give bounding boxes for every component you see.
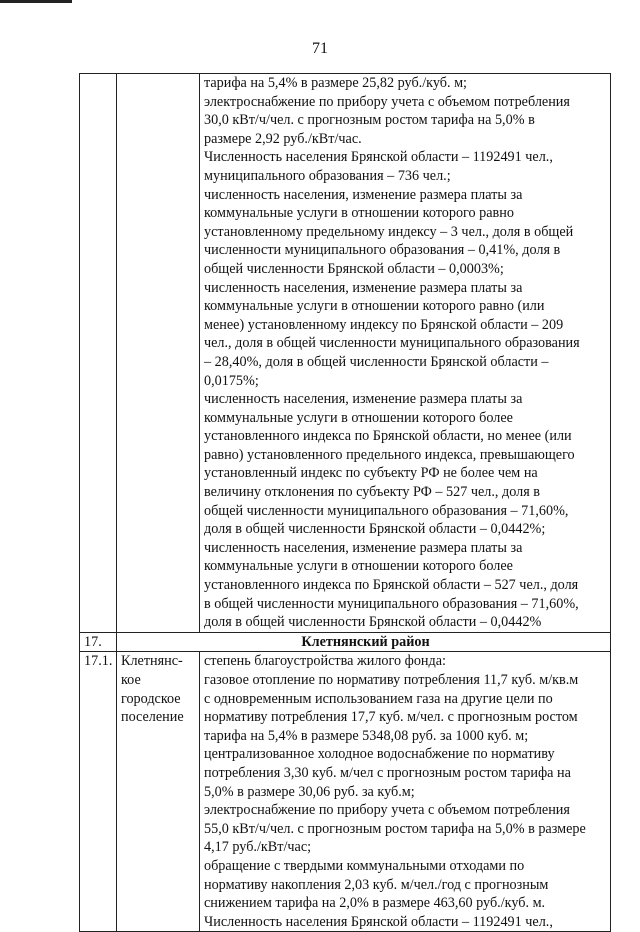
description-cell	[200, 74, 611, 633]
gas-heating-paragraph: газовое отопление по нормативу потребления 11,7 куб. м/кв.м с одновременным использованием газа на другие цели по нормативу потребления 17,7 куб. м/чел. с прогнозным ростом тарифа на 5,4% в размере 5348,08 руб. за 1000 куб. м;	[204, 672, 579, 744]
district-title: Клетнянский район	[117, 632, 611, 652]
document-table	[79, 73, 611, 932]
tariff-paragraph: тарифа на 5,4% в размере 25,82 руб./куб. м; электроснабжение по прибору учета с объемом потребления 30,0 кВт/ч/чел. с прогнозным ростом тарифа на 5,0% в размере 2,92 руб./кВт/час.	[204, 75, 570, 147]
page-number: 71	[312, 40, 328, 57]
population-above-regional-paragraph: численность населения, изменение размера платы за коммунальные услуги в отношении которого более установленного индекса по Брянской области – 527 чел., доля в общей численности муниципального образования – 71,60%, доля в общей численности Брянской области – 0,0442%	[204, 539, 579, 631]
population-within-index-paragraph: численность населения, изменение размера платы за коммунальные услуги в отношении которого равно (или менее) установленному индексу по Брянской области – 209 чел., доля в общей численности муниципального образования – 28,40%, доля в общей численности Брянской области – 0,0175%;	[204, 279, 580, 389]
municipality-name-cell	[117, 74, 200, 633]
electricity-paragraph: электроснабжение по прибору учета с объемом потребления 55,0 кВт/ч/чел. с прогнозным ростом тарифа на 5,0% в размере 4,17 руб./кВт/час;	[204, 802, 586, 856]
water-supply-paragraph: централизованное холодное водоснабжение по нормативу потребления 3,30 куб. м/чел с прогнозным ростом тарифа на 5,0% в размере 30,06 руб. за куб.м;	[204, 746, 571, 800]
population-paragraph: Численность населения Брянской области – 1192491 чел.,	[204, 913, 553, 930]
population-paragraph: Численность населения Брянской области – 1192491 чел., муниципального образования – 736 чел.;	[204, 149, 553, 184]
population-equal-limit-paragraph: численность населения, изменение размера платы за коммунальные услуги в отношении которого равно установленному предельному индексу – 3 чел., доля в общей численности муниципального образования – 0,41%, доля в общей численности Брянской области – 0,0003%;	[204, 186, 574, 277]
row-number-cell	[80, 74, 117, 633]
top-edge-line	[0, 0, 72, 3]
settlement-description-cell	[200, 652, 611, 932]
district-number-cell: 17.	[80, 632, 117, 652]
population-above-index-paragraph: численность населения, изменение размера платы за коммунальные услуги в отношении которого более установленного индекса по Брянской области, но менее (или равно) установленного предельного индекса, превышающего установленный индекс по субъекту РФ не более чем на величину отклонения по субъекту РФ – 527 чел., доля в общей численности муниципального образования – 71,60%, доля в общей численности Брянской области – 0,0442%;	[204, 391, 575, 538]
table-row-continuation	[80, 74, 611, 633]
housing-standard-heading: степень благоустройства жилого фонда:	[204, 653, 446, 670]
settlement-number-cell: 17.1.	[80, 652, 117, 932]
settlement-name-cell: Клетнянс- кое городское поселение	[117, 652, 200, 932]
table-row-district	[80, 632, 611, 652]
table-row-settlement	[80, 652, 611, 932]
waste-paragraph: обращение с твердыми коммунальными отходами по нормативу накопления 2,03 куб. м/чел./год с прогнозным снижением тарифа на 2,0% в размере 463,60 руб./куб. м.	[204, 857, 549, 912]
